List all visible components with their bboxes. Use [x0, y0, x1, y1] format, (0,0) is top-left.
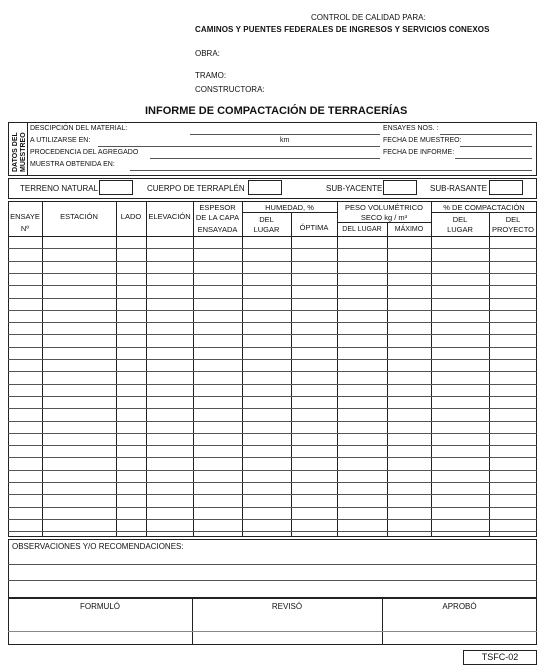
- col-espesor-1: ESPESOR: [199, 203, 236, 212]
- col-lado: LADO: [120, 212, 142, 221]
- col-ensaye: ENSAYE: [10, 212, 40, 221]
- col-espesor-2: DE LA CAPA: [195, 213, 240, 222]
- terreno-label: TERRENO NATURAL: [20, 184, 99, 193]
- utilizarse-field[interactable]: [98, 146, 380, 147]
- col-comp-proy-2: PROYECTO: [492, 225, 534, 234]
- reviso-label: REVISÓ: [271, 602, 303, 611]
- cuerpo-checkbox[interactable]: [248, 180, 282, 195]
- table-row[interactable]: [8, 248, 537, 249]
- table-col-divider: [193, 201, 194, 537]
- col-espesor-3: ENSAYADA: [197, 225, 238, 234]
- table-row[interactable]: [8, 334, 537, 335]
- table-row[interactable]: [8, 347, 537, 348]
- col-optima: ÓPTIMA: [299, 223, 329, 232]
- col-comp-lugar-2: LUGAR: [447, 225, 473, 234]
- col-ensaye-no: Nº: [20, 224, 30, 233]
- cuerpo-label: CUERPO DE TERRAPLÉN: [147, 184, 245, 193]
- fecha-informe-label: FECHA DE INFORME:: [383, 149, 455, 156]
- signature-line: [8, 631, 537, 632]
- table-row[interactable]: [8, 371, 537, 372]
- col-compactacion: % DE COMPACTACIÓN: [443, 203, 525, 212]
- km-label: km: [280, 137, 290, 144]
- table-col-divider: [42, 201, 43, 537]
- table-row[interactable]: [8, 384, 537, 385]
- col-peso-lugar: DEL LUGAR: [342, 226, 382, 233]
- col-hum-lugar-1: DEL: [259, 215, 274, 224]
- results-table: [8, 201, 537, 537]
- procedencia-field[interactable]: [150, 158, 380, 159]
- tramo-label: TRAMO:: [195, 71, 227, 80]
- table-header-divider: [8, 236, 537, 237]
- obra-label: OBRA:: [195, 49, 220, 58]
- table-col-divider: [431, 201, 432, 537]
- table-row[interactable]: [8, 507, 537, 508]
- col-peso-1: PESO VOLUMÉTRICO: [345, 203, 423, 212]
- constructora-label: CONSTRUCTORA:: [195, 85, 265, 94]
- form-code: TSFC-02: [481, 652, 519, 662]
- obtenida-field[interactable]: [130, 170, 532, 171]
- table-row[interactable]: [8, 408, 537, 409]
- ensayes-nos-field[interactable]: [440, 134, 532, 135]
- col-hum-lugar-2: LUGAR: [253, 225, 280, 234]
- table-row[interactable]: [8, 519, 537, 520]
- descripcion-field[interactable]: [190, 134, 380, 135]
- aprobo-label: APROBÓ: [442, 602, 477, 611]
- subyacente-label: SUB-YACENTE: [326, 184, 383, 193]
- table-row[interactable]: [8, 470, 537, 471]
- subyacente-checkbox[interactable]: [383, 180, 417, 195]
- sample-side-label: DATOS DEL MUESTREO: [12, 132, 27, 172]
- table-row[interactable]: [8, 298, 537, 299]
- subrasante-label: SUB-RASANTE: [430, 184, 487, 193]
- formulo-label: FORMULÓ: [80, 602, 120, 611]
- header-line1: CONTROL DE CALIDAD PARA:: [311, 13, 426, 22]
- descripcion-label: DESCIPCIÓN DEL MATERIAL:: [30, 125, 128, 132]
- table-row[interactable]: [8, 457, 537, 458]
- subrasante-checkbox[interactable]: [489, 180, 523, 195]
- table-row[interactable]: [8, 359, 537, 360]
- col-elevacion: ELEVACIÓN: [148, 212, 191, 221]
- fecha-informe-field[interactable]: [455, 158, 532, 159]
- observaciones-line-2[interactable]: [8, 580, 537, 581]
- table-row[interactable]: [8, 482, 537, 483]
- ensayes-nos-label: ENSAYES NOS. :: [383, 125, 439, 132]
- table-row[interactable]: [8, 285, 537, 286]
- table-row[interactable]: [8, 322, 537, 323]
- col-comp-proy-1: DEL: [505, 215, 521, 224]
- col-comp-lugar-1: DEL: [452, 215, 468, 224]
- table-col-divider: [146, 201, 147, 537]
- observaciones-line-1[interactable]: [8, 564, 537, 565]
- utilizarse-label: A UTILIZARSE EN:: [30, 137, 91, 144]
- col-estacion: ESTACIÓN: [60, 212, 98, 221]
- table-col-divider: [387, 222, 388, 537]
- obtenida-label: MUESTRA OBTENIDA EN:: [30, 161, 115, 168]
- procedencia-label: PROCEDENCIA DEL AGREGADO: [30, 149, 139, 156]
- table-row[interactable]: [8, 421, 537, 422]
- table-row[interactable]: [8, 273, 537, 274]
- col-humedad: HUMEDAD, %: [265, 203, 314, 212]
- header-line2: CAMINOS Y PUENTES FEDERALES DE INGRESOS Y SERVICIOS CONEXOS: [195, 25, 490, 34]
- terreno-checkbox[interactable]: [99, 180, 133, 195]
- document-title: INFORME DE COMPACTACIÓN DE TERRACERÍAS: [145, 105, 408, 117]
- fecha-muestreo-field[interactable]: [460, 146, 532, 147]
- fecha-muestreo-label: FECHA DE MUESTREO:: [383, 137, 462, 144]
- table-row[interactable]: [8, 445, 537, 446]
- table-row[interactable]: [8, 310, 537, 311]
- table-row[interactable]: [8, 261, 537, 262]
- table-row[interactable]: [8, 531, 537, 532]
- table-col-divider: [242, 201, 243, 537]
- table-col-divider: [116, 201, 117, 537]
- observaciones-label: OBSERVACIONES Y/O RECOMENDACIONES:: [12, 542, 184, 551]
- table-row[interactable]: [8, 396, 537, 397]
- table-row[interactable]: [8, 433, 537, 434]
- col-peso-2: SECO kg / m³: [360, 213, 408, 222]
- table-col-divider: [337, 201, 338, 537]
- table-row[interactable]: [8, 494, 537, 495]
- col-maximo: MÁXIMO: [394, 226, 424, 233]
